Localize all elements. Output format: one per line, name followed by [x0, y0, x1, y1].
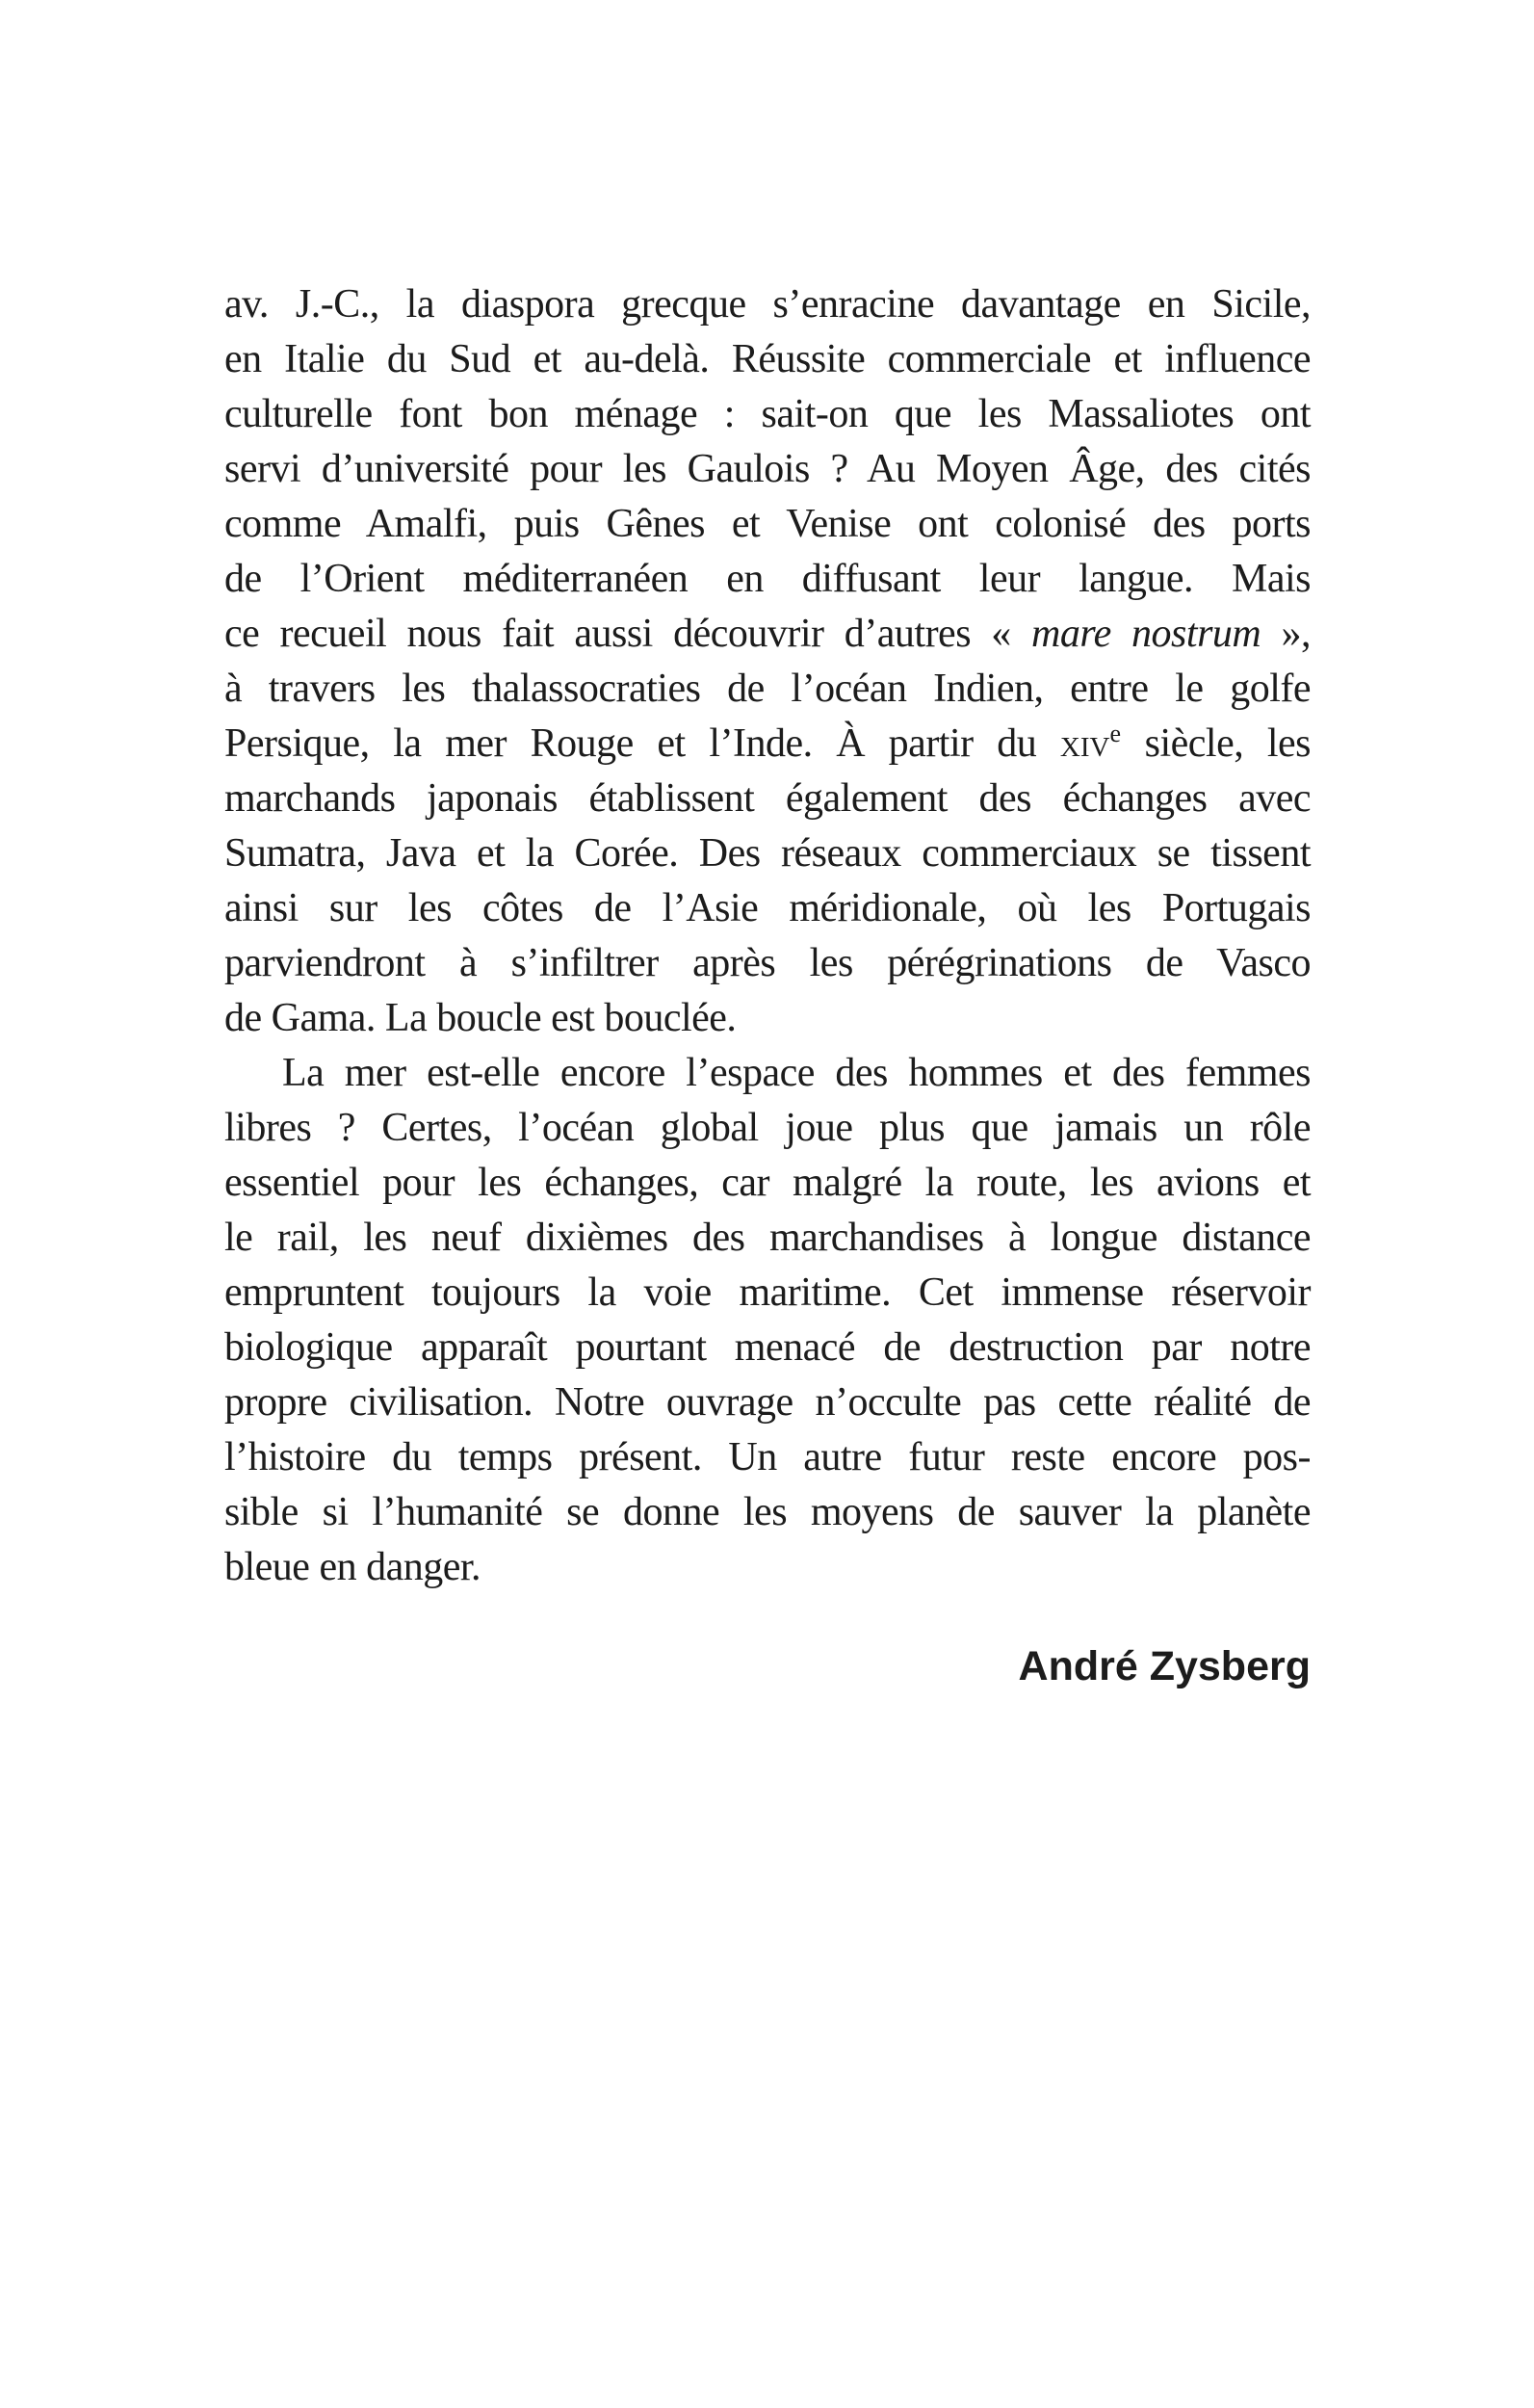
text-line: essentiel pour les échanges, car malgré la route, les avions et — [224, 1161, 1311, 1205]
text-line: La mer est-elle encore l’espace des hommes et des femmes — [282, 1051, 1311, 1095]
text-line: bleue en danger. — [224, 1545, 481, 1589]
text-line: de l’Orient méditerranéen en diffusant leur langue. Mais — [224, 557, 1311, 601]
text-line: Sumatra, Java et la Corée. Des réseaux commerciaux se tissent — [224, 831, 1311, 876]
smallcaps-numeral: xiv — [1059, 721, 1110, 766]
text-line: servi d’université pour les Gaulois ? Au Moyen Âge, des cités — [224, 447, 1311, 491]
paragraph-2 — [224, 1046, 1311, 1595]
text-line: comme Amalfi, puis Gênes et Venise ont colonisé des ports — [224, 502, 1311, 546]
text-line: de Gama. La boucle est bouclée. — [224, 996, 737, 1040]
text-segment: Persique, la mer Rouge et l’Inde. À partir du — [224, 721, 1060, 766]
text-line: marchands japonais établissent également des échanges avec — [224, 776, 1311, 821]
text-line: biologique apparaît pourtant menacé de destruction par notre — [224, 1325, 1311, 1370]
italic-phrase: mare nostrum — [1031, 612, 1261, 656]
text-line — [224, 607, 1311, 662]
author-signature: André Zysberg — [1018, 1643, 1311, 1689]
text-line: empruntent toujours la voie maritime. Cet immense réservoir — [224, 1270, 1311, 1315]
text-segment: », — [1261, 612, 1311, 656]
ordinal-superscript: e — [1109, 720, 1121, 747]
text-line: av. J.-C., la diaspora grecque s’enracine davantage en Sicile, — [224, 282, 1311, 327]
text-line: culturelle font bon ménage : sait-on que les Massaliotes ont — [224, 392, 1311, 436]
text-line: à travers les thalassocraties de l’océan Indien, entre le golfe — [224, 667, 1311, 711]
text-line: ainsi sur les côtes de l’Asie méridionale, où les Portugais — [224, 886, 1311, 930]
text-segment: ce recueil nous fait aussi découvrir d’autres « — [224, 612, 1032, 656]
text-line: parviendront à s’infiltrer après les pérégrinations de Vasco — [224, 941, 1311, 985]
text-line: en Italie du Sud et au-delà. Réussite commerciale et influence — [224, 337, 1311, 381]
text-segment: siècle, les — [1121, 721, 1312, 766]
text-line: le rail, les neuf dixièmes des marchandises à longue distance — [224, 1216, 1311, 1260]
text-line: l’histoire du temps présent. Un autre futur reste encore pos- — [224, 1435, 1311, 1479]
body-text — [224, 277, 1311, 1595]
paragraph-1 — [224, 277, 1311, 1046]
text-line — [224, 717, 1311, 772]
text-line: libres ? Certes, l’océan global joue plus que jamais un rôle — [224, 1106, 1311, 1150]
text-line: propre civilisation. Notre ouvrage n’occulte pas cette réalité de — [224, 1380, 1311, 1425]
text-line: sible si l’humanité se donne les moyens de sauver la planète — [224, 1490, 1311, 1534]
